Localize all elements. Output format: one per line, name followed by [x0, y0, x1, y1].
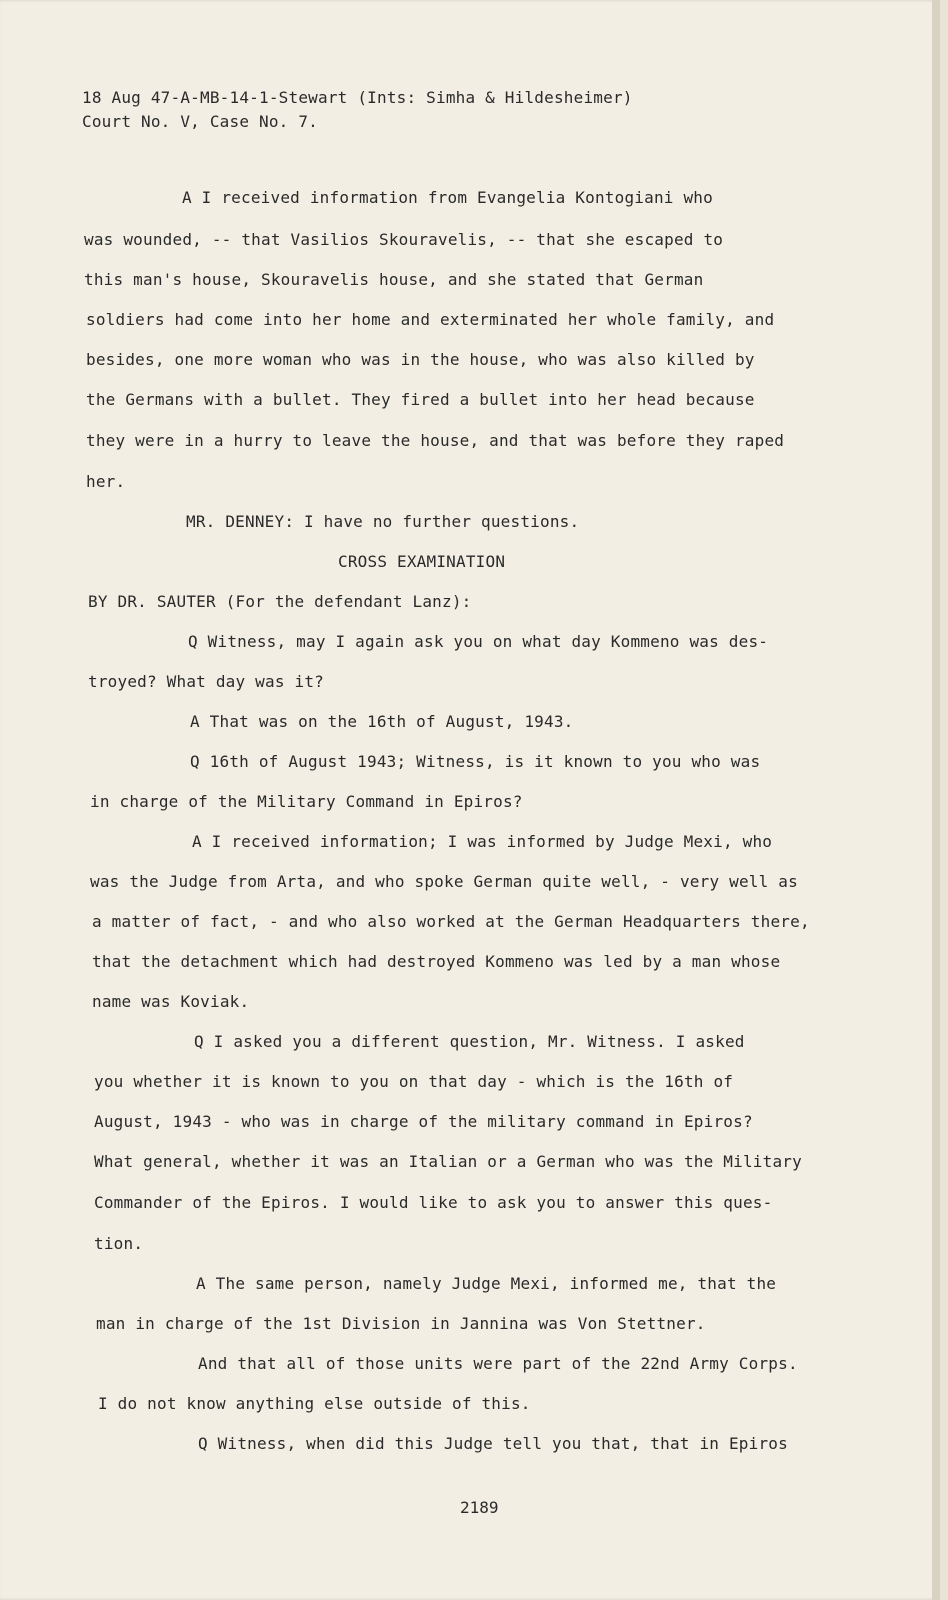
transcript-line: that the detachment which had destroyed Kommeno was led by a man whose — [92, 952, 781, 971]
transcript-line: troyed? What day was it? — [88, 672, 324, 691]
transcript-line: they were in a hurry to leave the house, and that was before they raped — [86, 431, 785, 450]
transcript-line: in charge of the Military Command in Epiros? — [90, 792, 523, 811]
transcript-line: A I received information from Evangelia Kontogiani who — [182, 188, 713, 207]
transcript-line: her. — [86, 472, 126, 491]
transcript-line: Q 16th of August 1943; Witness, is it known to you who was — [190, 752, 761, 771]
transcript-line: And that all of those units were part of the 22nd Army Corps. — [198, 1354, 798, 1373]
section-heading: CROSS EXAMINATION — [338, 552, 506, 571]
header-line-1: 18 Aug 47-A-MB-14-1-Stewart (Ints: Simha & Hildesheimer) — [82, 88, 633, 107]
transcript-line: a matter of fact, - and who also worked at the German Headquarters there, — [92, 912, 810, 931]
transcript-line: BY DR. SAUTER (For the defendant Lanz): — [88, 592, 472, 611]
transcript-line: tion. — [94, 1234, 144, 1253]
transcript-line: man in charge of the 1st Division in Jannina was Von Stettner. — [96, 1314, 706, 1333]
transcript-line: this man's house, Skouravelis house, and she stated that German — [84, 270, 704, 289]
transcript-line: I do not know anything else outside of this. — [98, 1394, 531, 1413]
transcript-line: was the Judge from Arta, and who spoke German quite well, - very well as — [90, 872, 798, 891]
transcript-line: What general, whether it was an Italian or a German who was the Military — [94, 1152, 802, 1171]
transcript-line: A That was on the 16th of August, 1943. — [190, 712, 574, 731]
header-line-2: Court No. V, Case No. 7. — [82, 112, 318, 131]
transcript-line: you whether it is known to you on that day - which is the 16th of — [94, 1072, 734, 1091]
transcript-line: was wounded, -- that Vasilios Skouravelis, -- that she escaped to — [84, 230, 724, 249]
transcript-line: name was Koviak. — [92, 992, 250, 1011]
transcript-line: MR. DENNEY: I have no further questions. — [186, 512, 580, 531]
transcript-line: Q Witness, may I again ask you on what day Kommeno was des- — [188, 632, 769, 651]
page-number: 2189 — [460, 1498, 499, 1517]
transcript-line: besides, one more woman who was in the house, who was also killed by — [86, 350, 755, 369]
transcript-line: Q I asked you a different question, Mr. Witness. I asked — [194, 1032, 745, 1051]
transcript-line: A I received information; I was informed by Judge Mexi, who — [192, 832, 773, 851]
transcript-line: Q Witness, when did this Judge tell you that, that in Epiros — [198, 1434, 788, 1453]
transcript-line: the Germans with a bullet. They fired a bullet into her head because — [86, 390, 755, 409]
transcript-line: soldiers had come into her home and exterminated her whole family, and — [86, 310, 775, 329]
transcript-line: A The same person, namely Judge Mexi, informed me, that the — [196, 1274, 777, 1293]
page-edge — [932, 0, 940, 1600]
transcript-line: August, 1943 - who was in charge of the military command in Epiros? — [94, 1112, 753, 1131]
transcript-line: Commander of the Epiros. I would like to ask you to answer this ques- — [94, 1193, 773, 1212]
